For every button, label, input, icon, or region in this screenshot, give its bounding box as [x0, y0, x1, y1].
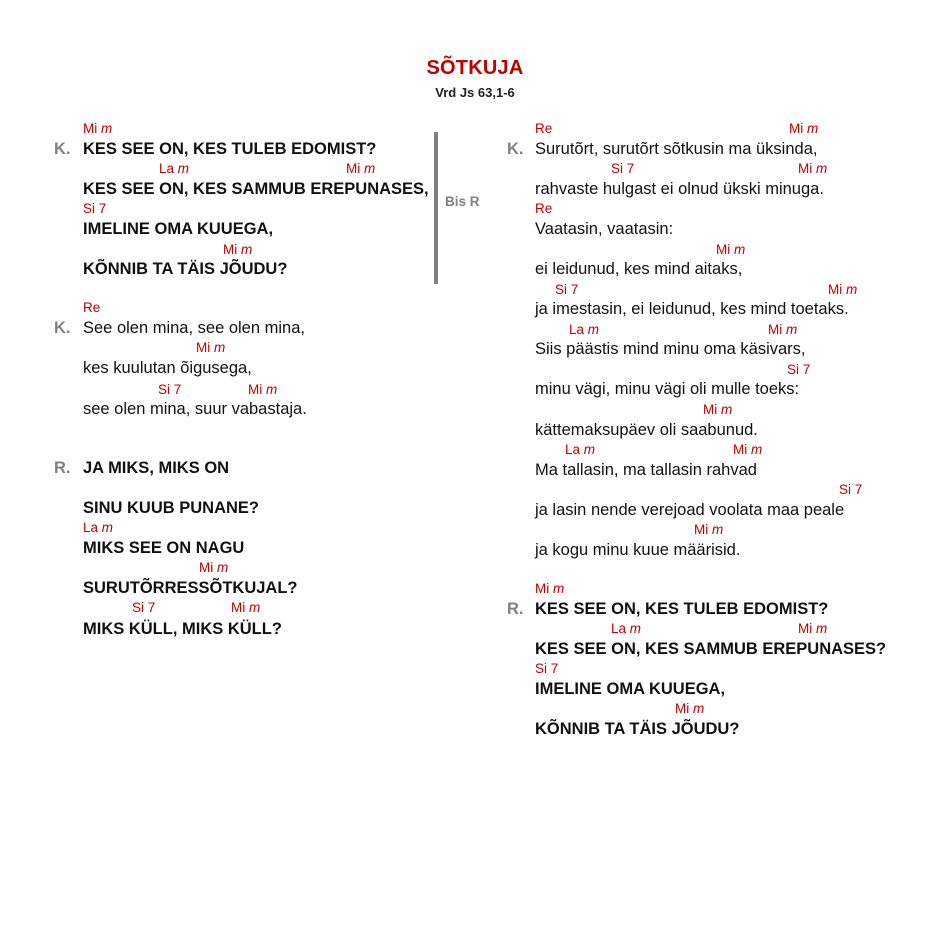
lyric-line: KÕNNIB TA TÄIS JÕUDU?	[535, 720, 740, 738]
lyric-line: IMELINE OMA KUUEGA,	[535, 680, 726, 698]
lyric-line: ja kogu minu kuue määrisid.	[535, 541, 741, 559]
chord: La m	[611, 621, 642, 636]
section-marker: K.	[507, 140, 524, 158]
chord: Mi m	[716, 242, 746, 257]
chord: Mi m	[231, 600, 261, 615]
chord: Mi m	[196, 340, 226, 355]
lyric-line: ja imestasin, ei leidunud, kes mind toetaks.	[535, 300, 849, 318]
lyric-line: MIKS KÜLL, MIKS KÜLL?	[83, 620, 282, 638]
chord: Si 7	[535, 661, 559, 676]
chord: Si 7	[839, 482, 863, 497]
lyric-line: SINU KUUB PUNANE?	[83, 499, 260, 517]
chord: Mi m	[798, 621, 828, 636]
lyric-line: KES SEE ON, KES SAMMUB EREPUNASES,	[83, 180, 429, 198]
chord: Mi m	[694, 522, 724, 537]
chord: Si 7	[787, 362, 811, 377]
chord: Re	[535, 121, 553, 136]
lyric-line: SURUTÕRRESSÕTKUJAL?	[83, 579, 298, 597]
chord: Mi m	[828, 282, 858, 297]
lyric-line: see olen mina, suur vabastaja.	[83, 400, 307, 418]
lyric-line: Ma tallasin, ma tallasin rahvad	[535, 461, 757, 479]
lyric-line: See olen mina, see olen mina,	[83, 319, 305, 337]
chord: Mi m	[789, 121, 819, 136]
chord: Mi m	[223, 242, 253, 257]
lyric-line: kättemaksupäev oli saabunud.	[535, 421, 758, 439]
chord: Si 7	[555, 282, 579, 297]
chord: Si 7	[611, 161, 635, 176]
lyric-line: Vaatasin, vaatasin:	[535, 220, 674, 238]
chord: Re	[535, 201, 553, 216]
chord: La m	[159, 161, 190, 176]
section-marker: R.	[507, 600, 524, 618]
lyric-line: Surutõrt, surutõrt sõtkusin ma üksinda,	[535, 140, 818, 158]
scripture-reference: Vrd Js 63,1-6	[435, 85, 515, 100]
section-marker: K.	[54, 319, 71, 337]
chord: Si 7	[83, 201, 107, 216]
chord: Re	[83, 300, 101, 315]
chord: Si 7	[158, 382, 182, 397]
chord: Mi m	[768, 322, 798, 337]
chord: Mi m	[703, 402, 733, 417]
chord: Mi m	[798, 161, 828, 176]
lyric-line: kes kuulutan õigusega,	[83, 359, 252, 377]
lyric-line: KES SEE ON, KES SAMMUB EREPUNASES?	[535, 640, 887, 658]
lyric-line: Siis päästis mind minu oma käsivars,	[535, 340, 806, 358]
lyric-line: MIKS SEE ON NAGU	[83, 539, 245, 557]
lyric-line: rahvaste hulgast ei olnud ükski minuga.	[535, 180, 824, 198]
lyric-line: JA MIKS, MIKS ON	[83, 459, 230, 477]
chord: La m	[565, 442, 596, 457]
section-marker: K.	[54, 140, 71, 158]
lyric-line: minu vägi, minu vägi oli mulle toeks:	[535, 380, 800, 398]
song-title: SÕTKUJA	[426, 57, 524, 79]
chord: Mi m	[248, 382, 278, 397]
chord: Mi m	[675, 701, 705, 716]
chord: La m	[569, 322, 600, 337]
bis-label: Bis R	[445, 194, 480, 209]
chord: Mi m	[346, 161, 376, 176]
lyric-line: ei leidunud, kes mind aitaks,	[535, 260, 743, 278]
chord: Mi m	[83, 121, 113, 136]
chord: Mi m	[733, 442, 763, 457]
lyric-line: KES SEE ON, KES TULEB EDOMIST?	[83, 140, 377, 158]
section-marker: R.	[54, 459, 71, 477]
lyric-line: KES SEE ON, KES TULEB EDOMIST?	[535, 600, 829, 618]
chord: Si 7	[132, 600, 156, 615]
chord: Mi m	[535, 581, 565, 596]
chord: Mi m	[199, 560, 229, 575]
lyric-line: KÕNNIB TA TÄIS JÕUDU?	[83, 260, 288, 278]
lyric-line: ja lasin nende verejoad voolata maa peale	[535, 501, 845, 519]
chord: La m	[83, 520, 114, 535]
lyric-line: IMELINE OMA KUUEGA,	[83, 220, 274, 238]
